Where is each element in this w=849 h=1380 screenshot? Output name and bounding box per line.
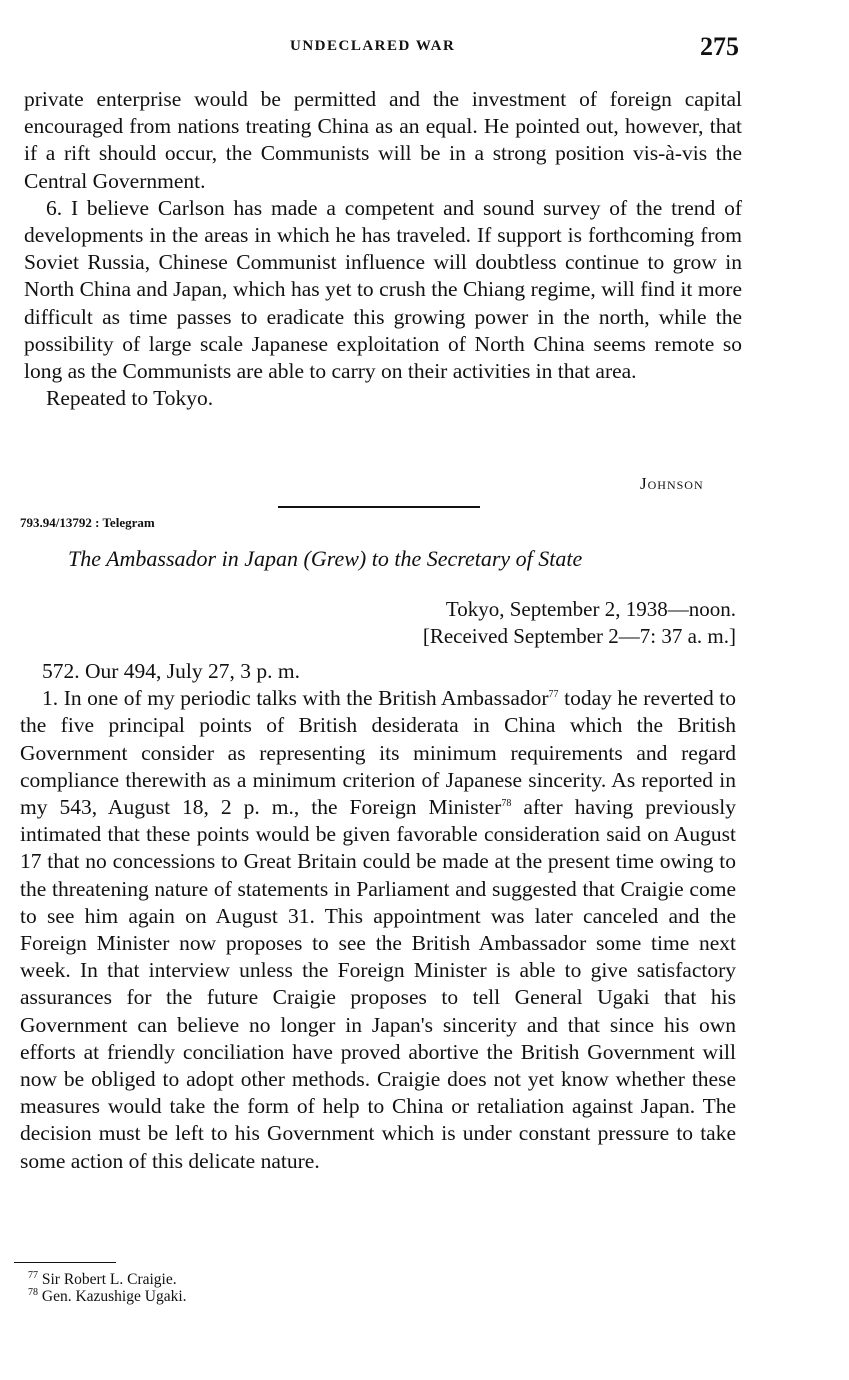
paragraph-1-part-a: 1. In one of my periodic talks with the British Ambassador: [42, 686, 549, 711]
footnote-mark: 78: [28, 1286, 38, 1298]
signature-johnson: Johnson: [640, 474, 704, 493]
telegram-body: [20, 658, 736, 1175]
running-head: UNDECLARED WAR: [290, 38, 456, 54]
reference-line: 572. Our 494, July 27, 3 p. m.: [42, 659, 300, 683]
dateline-received: [Received September 2—7: 37 a. m.]: [422, 624, 736, 648]
paragraph-1-part-c: after having previously intimated that these points would be given favorable consideration said on August 17 that no concessions to Great Britain could be made at the present time owing to the threatening nature of statements in Parliament and suggested that Craigie come to see him again on August 31. This appointment was later canceled and the Foreign Minister now proposes to see the British Ambassador some time next week. In that interview unless the Foreign Minister is able to give satisfactory assurances for the future Craigie proposes to tell General Ugaki that his Government can believe no longer in Japan's sincerity and that since his own efforts at friendly conciliation have proved abortive the British Government will now be obliged to adopt other methods. Craigie does not yet know whether these measures would take the form of help to China or retaliation against Japan. The decision must be left to his Government which is under constant pressure to take some action of this delicate nature.: [20, 795, 736, 1173]
section-divider: [278, 506, 480, 508]
repeated-note: Repeated to Tokyo.: [46, 386, 214, 411]
paragraph-continuation: private enterprise would be permitted and the investment of foreign capital encouraged from nations treating China as an equal. He pointed out, however, that if a rift should occur, the Communists will be in a strong position vis-à-vis the Central Government.: [24, 87, 742, 193]
footnote-mark: 77: [28, 1269, 38, 1281]
telegram-continuation: [24, 86, 742, 412]
file-reference: 793.94/13792 : Telegram: [20, 515, 155, 530]
dateline: [354, 596, 736, 650]
page-number: 275: [700, 32, 739, 61]
footnote-text: Sir Robert L. Craigie.: [38, 1271, 177, 1288]
dateline-sent: Tokyo, September 2, 1938—noon.: [445, 597, 736, 621]
footnote-marker-78: 78: [501, 797, 512, 809]
paragraph-6: 6. I believe Carlson has made a competent and sound survey of the trend of developments in the areas in which he has traveled. If support is forthcoming from Soviet Russia, Chinese Communist influence will doubtless continue to grow in North China and Japan, which has yet to crush the Chiang regime, will find it more difficult as time passes to eradicate this growing power in the north, while the possibility of large scale Japanese exploitation of North China seems remote so long as the Communists are able to carry on their activities in that area.: [24, 195, 742, 384]
document-title: The Ambassador in Japan (Grew) to the Secretary of State: [68, 546, 583, 571]
footnote-78: [28, 1288, 187, 1305]
paragraph-1-part-b: today he reverted to the five principal points of British desiderata in China which the British Government consider as representing its minimum requirements and regard compliance therewith as a minimum criterion of Japanese sincerity. As reported in my 543, August 18, 2 p. m., the Foreign Minister: [20, 686, 737, 820]
paragraph-1: [20, 685, 736, 1175]
footnote-marker-77: 77: [548, 689, 559, 701]
footnote-text: Gen. Kazushige Ugaki.: [38, 1288, 187, 1305]
footnotes: [28, 1271, 187, 1305]
footnote-divider: [14, 1262, 116, 1263]
footnote-77: [28, 1271, 187, 1288]
